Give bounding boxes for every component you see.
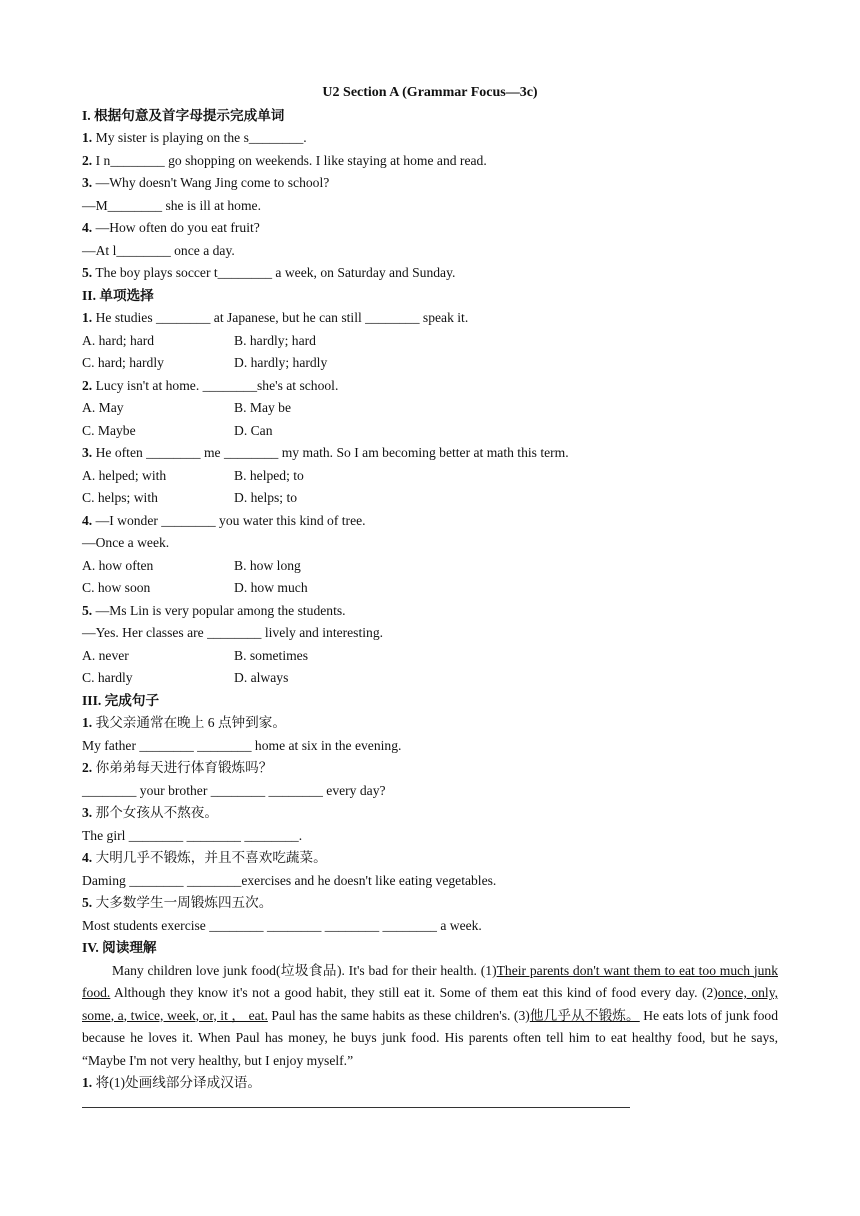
question-text: He often ________ me ________ my math. So I am becoming better at math this term.: [92, 445, 569, 460]
question-text: He studies ________ at Japanese, but he can still ________ speak it.: [92, 310, 469, 325]
chinese-prompt: [82, 712, 778, 735]
worksheet: [82, 82, 778, 1108]
option-a: A. May: [82, 400, 124, 415]
question-line: [82, 600, 778, 623]
question-number: 2.: [82, 760, 93, 775]
option-d: D. helps; to: [234, 490, 298, 505]
question-text: —M________ she is ill at home.: [82, 197, 261, 213]
option-row: [82, 465, 778, 488]
chinese-sentence: 你弟弟每天进行体育锻炼吗？: [92, 760, 273, 775]
option-row: [82, 487, 778, 510]
option-d: D. Can: [234, 422, 273, 438]
option-a: A. how often: [82, 557, 154, 573]
question-number: 5.: [82, 265, 93, 280]
question-text: —Ms Lin is very popular among the students.: [92, 602, 346, 618]
option-a: A. never: [82, 647, 129, 663]
question-text: —Once a week.: [82, 535, 170, 550]
question-number: 5.: [82, 602, 93, 618]
passage-text: Although they know it's not a good habit, they still eat it. Some of them eat this kind of food every day. (2): [110, 985, 718, 1000]
option-b: B. sometimes: [234, 647, 309, 663]
question-number: 4.: [82, 512, 93, 528]
reading-passage: [82, 960, 778, 1073]
question-number: 1.: [82, 310, 93, 325]
question-line: [82, 150, 778, 173]
question-line: [82, 195, 778, 218]
option-row: [82, 555, 778, 578]
question-number: 3.: [82, 445, 93, 460]
question-number: 2.: [82, 152, 93, 168]
question-line: [82, 307, 778, 330]
option-row: [82, 397, 778, 420]
passage-text: Many children love junk food(垃圾食品). It's bad for their health. (1): [112, 962, 497, 978]
underlined-words-2: once, only, some, a, twice, week, or, it ， eat.: [82, 985, 779, 1023]
question-number: 4.: [82, 850, 93, 865]
option-c: C. hardly: [82, 670, 133, 685]
option-c: C. hard; hardly: [82, 355, 164, 370]
english-blank-line: The girl ________ ________ ________.: [82, 827, 303, 843]
question-number: 1.: [82, 130, 93, 145]
section-heading-4: IV. 阅读理解: [82, 940, 157, 955]
question-text: The boy plays soccer t________ a week, on Saturday and Sunday.: [92, 265, 456, 280]
option-row: [82, 330, 778, 353]
option-row: [82, 577, 778, 600]
question-line: [82, 217, 778, 240]
option-b: B. May be: [234, 400, 292, 415]
section-heading-2: II. 单项选择: [82, 287, 154, 303]
option-row: [82, 645, 778, 668]
chinese-prompt: [82, 802, 778, 825]
question-text: Lucy isn't at home. ________she's at school.: [92, 377, 339, 393]
question-text: I n________ go shopping on weekends. I like staying at home and read.: [92, 152, 487, 168]
question-number: 4.: [82, 220, 93, 235]
question-line: [82, 262, 778, 285]
english-blank-line: My father ________ ________ home at six in the evening.: [82, 737, 402, 753]
option-a: A. helped; with: [82, 467, 167, 483]
option-d: D. how much: [234, 580, 308, 595]
question-text: —How often do you eat fruit?: [92, 220, 260, 235]
english-blank-line: Daming ________ ________exercises and he doesn't like eating vegetables.: [82, 872, 497, 888]
chinese-prompt: [82, 892, 778, 915]
question-text: My sister is playing on the s________.: [92, 130, 307, 145]
question-number: 3.: [82, 175, 93, 190]
chinese-sentence: 大多数学生一周锻炼四五次。: [92, 895, 273, 910]
question-line: [82, 172, 778, 195]
english-blank-line: ________ your brother ________ ________ every day?: [82, 782, 386, 798]
question-number: 3.: [82, 805, 93, 820]
question-number: 1.: [82, 1075, 93, 1090]
answer-line: [82, 1107, 630, 1108]
question-text: —At l________ once a day.: [82, 242, 235, 258]
chinese-sentence: 那个女孩从不熬夜。: [92, 805, 218, 820]
option-a: A. hard; hard: [82, 332, 155, 348]
question-line: [82, 375, 778, 398]
question-text: —Yes. Her classes are ________ lively and interesting.: [82, 625, 384, 640]
page-title: U2 Section A (Grammar Focus—3c): [322, 85, 538, 100]
option-c: C. how soon: [82, 580, 151, 595]
underlined-sentence-3: 他几乎从不锻炼。: [529, 1007, 640, 1023]
english-blank-line: Most students exercise ________ ________ ________ ________ a week.: [82, 917, 482, 933]
section-heading-3: III. 完成句子: [82, 692, 160, 708]
option-b: B. hardly; hard: [234, 332, 316, 348]
option-d: D. hardly; hardly: [234, 355, 328, 370]
question-line: [82, 442, 778, 465]
chinese-prompt: [82, 847, 778, 870]
option-row: [82, 667, 778, 690]
question-line: [82, 532, 778, 555]
question-text: —Why doesn't Wang Jing come to school?: [92, 175, 330, 190]
question-line: [82, 240, 778, 263]
question-text: —I wonder ________ you water this kind of tree.: [92, 512, 366, 528]
question-line: [82, 127, 778, 150]
chinese-sentence: 我父亲通常在晚上 6 点钟到家。: [92, 715, 286, 730]
question-line: [82, 510, 778, 533]
option-c: C. helps; with: [82, 490, 158, 505]
option-c: C. Maybe: [82, 422, 136, 438]
question-number: 1.: [82, 715, 93, 730]
option-row: [82, 420, 778, 443]
option-b: B. how long: [234, 557, 301, 573]
option-d: D. always: [234, 670, 289, 685]
option-row: [82, 352, 778, 375]
passage-text: Paul has the same habits as these children's. (3): [267, 1007, 530, 1023]
question-line: [82, 622, 778, 645]
question-line: [82, 1072, 778, 1095]
section-heading-1: I. 根据句意及首字母提示完成单词: [82, 107, 285, 123]
question-number: 2.: [82, 377, 93, 393]
underlined-sentence-1: Their parents don't want them to eat too much junk food.: [82, 962, 778, 1000]
option-b: B. helped; to: [234, 467, 304, 483]
question-text: 将(1)处画线部分译成汉语。: [92, 1075, 261, 1090]
question-number: 5.: [82, 895, 93, 910]
passage-text: He eats lots of junk food because he loves it. When Paul has money, he buys junk food. His parents often tell him to eat healthy food, but he says, “Maybe I'm not very healthy, but I enjoy myself.”: [82, 1007, 779, 1068]
chinese-sentence: 大明几乎不锻炼，并且不喜欢吃蔬菜。: [92, 850, 327, 865]
chinese-prompt: [82, 757, 778, 780]
